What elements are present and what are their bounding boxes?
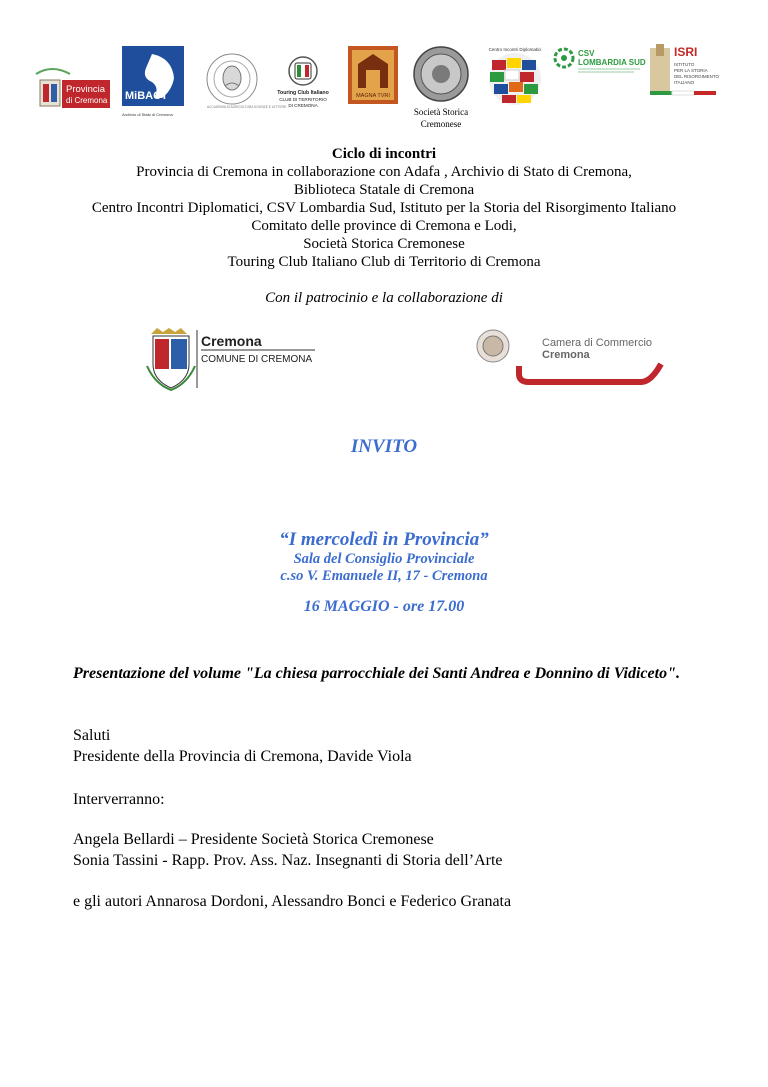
saluti-block [73, 725, 703, 767]
saluti-text: Presidente della Provincia di Cremona, Davide Viola [73, 748, 412, 765]
biblioteca-logo [348, 46, 398, 104]
comune-title: Cremona [201, 333, 262, 349]
event-block [0, 529, 768, 616]
intro-line: Touring Club Italiano Club di Territorio di Cremona [227, 254, 541, 270]
provincia-logo [32, 68, 112, 110]
header-logos [0, 40, 768, 135]
touring-line1: Touring Club Italiano [277, 90, 329, 96]
mibact-mark: MiBACT [125, 90, 168, 102]
intro-line: Biblioteca Statale di Cremona [293, 182, 475, 198]
provincia-line1: Provincia [66, 84, 106, 95]
speakers-list [73, 829, 703, 871]
isri-logo [650, 44, 718, 96]
camera-line2: Cremona [542, 349, 590, 361]
event-title: “I mercoledì in Provincia” [279, 529, 489, 550]
event-date: 16 MAGGIO - ore 17.00 [303, 598, 465, 615]
invito-heading: INVITO [350, 436, 418, 457]
csv-line1: CSV [578, 49, 595, 58]
mibact-logo [122, 46, 184, 118]
partner-logos [0, 320, 768, 395]
speaker-item: Sonia Tassini - Rapp. Prov. Ass. Naz. Insegnanti di Storia dell’Arte [73, 852, 503, 869]
centro-incontri-logo [486, 46, 544, 106]
societa-storica-logo [408, 44, 474, 134]
mibact-caption: Archivio di Stato di Cremona [122, 112, 173, 117]
centro-caption: Centro Incontri Diplomatici [488, 47, 542, 52]
isri-line3: DEL RISORGIMENTO [674, 74, 720, 79]
intro-line: Provincia di Cremona in collaborazione con Adafa , Archivio di Stato di Cremona, [136, 164, 632, 180]
autori-text: e gli autori Annarosa Dordoni, Alessandro Bonci e Federico Granata [73, 893, 512, 910]
camera-line1: Camera di Commercio [542, 337, 653, 349]
interverranno-label: Interverranno: [73, 791, 165, 808]
event-address: c.so V. Emanuele II, 17 - Cremona [280, 568, 488, 584]
patrocinio-text: Con il patrocinio e la collaborazione di [265, 290, 503, 306]
intro-block [0, 145, 768, 271]
isri-line1: ISTITUTO [674, 62, 695, 67]
cycle-title: Ciclo di incontri [331, 146, 437, 162]
presentation-text: Presentazione del volume "La chiesa parrocchiale dei Santi Andrea e Donnino di Vidiceto". [73, 665, 680, 682]
intro-line: Società Storica Cremonese [303, 236, 465, 252]
touring-line2: CLUB DI TERRITORIO [279, 97, 327, 102]
intro-line: Centro Incontri Diplomatici, CSV Lombardia Sud, Istituto per la Storia del Risorgimento Italiano [91, 200, 677, 216]
adafa-caption: ACCADEMIA DI AGRICOLTURA SCIENZE E LETTERE [207, 105, 287, 109]
csv-logo [552, 46, 644, 86]
comune-subtitle: COMUNE DI CREMONA [201, 354, 313, 365]
camera-commercio-logo [475, 326, 665, 386]
event-venue: Sala del Consiglio Provinciale [293, 551, 475, 567]
societa-line1: Società Storica [413, 107, 469, 117]
isri-line4: ITALIANO [674, 80, 695, 85]
biblioteca-caption: MAGNA TVRI [356, 93, 390, 99]
adafa-logo [205, 52, 287, 110]
provincia-line2: di Cremona [66, 96, 108, 105]
saluti-label: Saluti [73, 727, 111, 744]
societa-line2: Cremonese [420, 119, 462, 129]
touring-logo [271, 54, 335, 114]
comune-cremona-logo [145, 326, 325, 392]
isri-mark: ISRI [674, 45, 698, 59]
touring-line3: DI CREMONA [288, 103, 318, 108]
csv-line2: LOMBARDIA SUD [578, 58, 646, 67]
isri-line2: PER LA STORIA [674, 68, 708, 73]
intro-line: Comitato delle province di Cremona e Lodi, [251, 218, 517, 234]
speaker-item: Angela Bellardi – Presidente Società Storica Cremonese [73, 831, 434, 848]
